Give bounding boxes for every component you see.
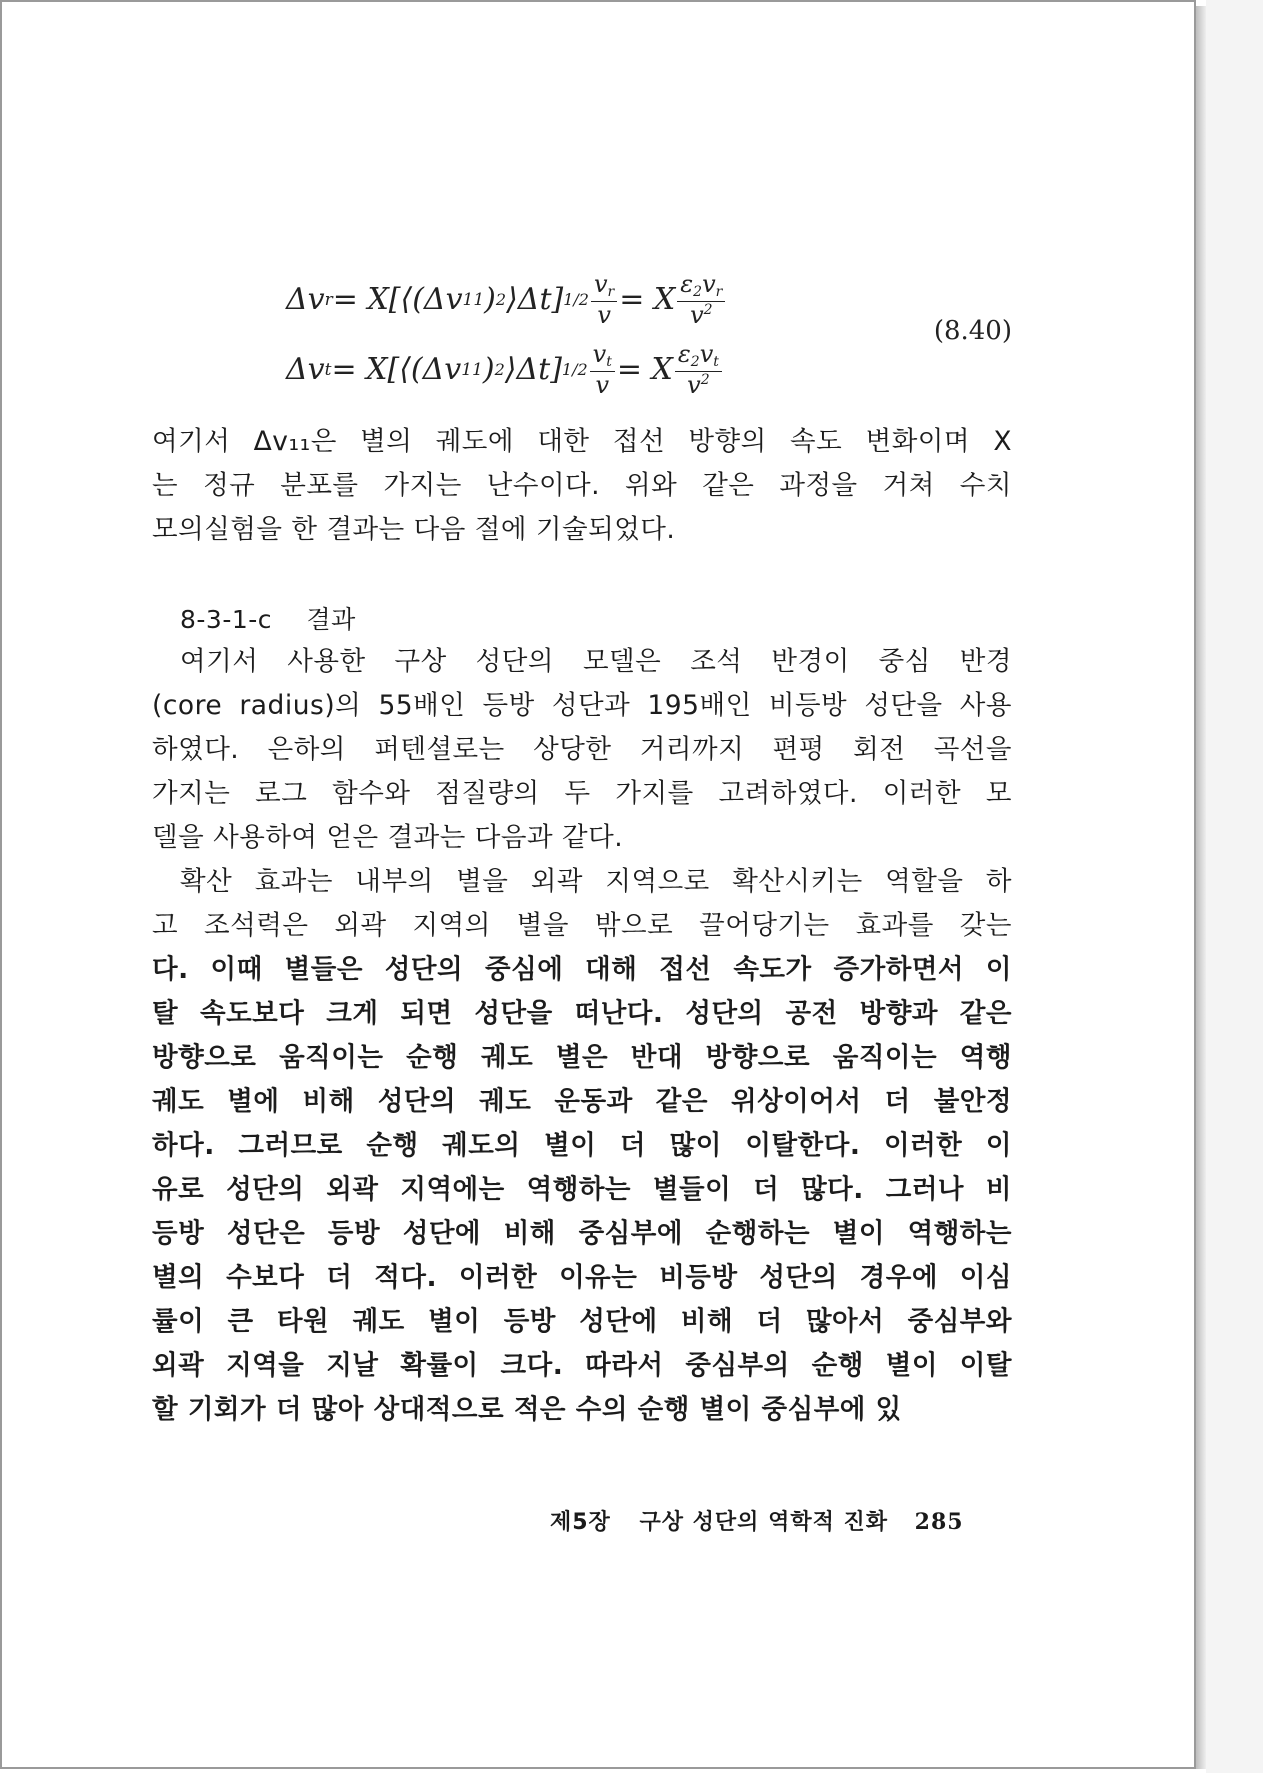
eq2-exp: 1/2 (561, 360, 588, 380)
eq2-frac1-num: v (592, 340, 607, 368)
eq2-frac2 (675, 342, 722, 398)
eq1-frac1-num: v (593, 270, 608, 298)
section-number: 8-3-1-c (180, 605, 273, 634)
page-number: 285 (914, 1509, 964, 1535)
text-line: 할 기회가 더 많아 상대적으로 적은 수의 순행 별이 중심부에 있 (152, 1394, 902, 1425)
eq1-mid: = X[⟨(Δv (332, 282, 463, 318)
eq1-frac2-num2: v (702, 270, 716, 298)
eq1-lhs-sub: r (324, 289, 333, 310)
paragraph-diffusion (152, 860, 1012, 1432)
eq1-mid3: ⟩Δt] (506, 282, 564, 318)
eq2-lhs-sub: t (324, 359, 332, 380)
paragraph-model (152, 640, 1012, 860)
eq1-eq2: = X (619, 282, 676, 318)
eq2-frac1-den: v (595, 370, 610, 399)
text-line: 률이 큰 타원 궤도 별이 등방 성단에 비해 더 많아서 중심부와 (152, 1306, 1012, 1337)
eq2-eq2: = X (616, 352, 673, 388)
eq1-frac2-den-sup: 2 (703, 301, 713, 318)
eq1-frac1-num-sub: r (607, 284, 615, 300)
paragraph-equation-explanation (152, 420, 1012, 552)
eq1-mid-sub: 11 (462, 289, 485, 310)
text-line: 여기서 Δv₁₁은 별의 궤도에 대한 접선 방향의 속도 변화이며 X (152, 426, 1012, 457)
text-line: 델을 사용하여 얻은 결과는 다음과 같다. (152, 822, 624, 853)
text-line: 고 조석력은 외곽 지역의 별을 밖으로 끌어당기는 효과를 갖는 (152, 910, 1012, 941)
eq1-frac2-den: v (690, 300, 704, 329)
eq2-frac1-num-sub: t (606, 354, 612, 370)
eq2-mid-sub: 11 (461, 359, 483, 380)
page-shadow (1196, 6, 1206, 1769)
eq1-mid-sup: 2 (495, 290, 507, 310)
eq2-mid2: ) (482, 352, 495, 388)
text-line: (core radius)의 55배인 등방 성단과 195배인 비등방 성단을 사용 (152, 690, 1012, 721)
eq2-mid: = X[⟨(Δv (331, 352, 462, 388)
text-line: 하였다. 은하의 퍼텐셜로는 상당한 거리까지 편평 회전 곡선을 (152, 734, 1012, 765)
text-line: 가지는 로그 함수와 점질량의 두 가지를 고려하였다. 이러한 모 (152, 778, 1012, 809)
eq1-mid2: ) (484, 282, 496, 318)
eq2-frac2-num2-sub: t (713, 354, 719, 370)
text-line: 유로 성단의 외곽 지역에는 역행하는 별들이 더 많다. 그러나 비 (152, 1174, 1012, 1205)
text-line: 확산 효과는 내부의 별을 외곽 지역으로 확산시키는 역할을 하 (180, 866, 1012, 897)
eq2-frac2-num: ε (677, 340, 691, 368)
eq1-exp: 1/2 (563, 290, 589, 310)
eq1-frac1 (591, 272, 617, 328)
text-line: 방향으로 움직이는 순행 궤도 별은 반대 방향으로 움직이는 역행 (152, 1042, 1012, 1073)
eq2-frac2-num2: v (699, 340, 714, 368)
text-line: 별의 수보다 더 적다. 이러한 이유는 비등방 성단의 경우에 이심 (152, 1262, 1012, 1293)
equation-line-1 (286, 272, 727, 328)
page-footer (550, 1505, 964, 1536)
text-line: 궤도 별에 비해 성단의 궤도 운동과 같은 위상이어서 더 불안정 (152, 1086, 1012, 1117)
text-line: 는 정규 분포를 가지는 난수이다. 위와 같은 과정을 거쳐 수치 (152, 470, 1012, 501)
equation-line-2 (286, 342, 724, 398)
text-line: 모의실험을 한 결과는 다음 절에 기술되었다. (152, 514, 676, 545)
eq1-frac2 (677, 272, 725, 328)
background-margin (1206, 0, 1263, 1773)
eq2-frac2-den-sup: 2 (700, 371, 710, 388)
eq2-frac1 (590, 342, 615, 398)
equation-block (152, 262, 1012, 412)
eq1-frac1-den: v (597, 300, 611, 329)
eq1-frac2-num-sub: 2 (693, 284, 703, 300)
eq1-frac2-num: ε (680, 270, 694, 298)
eq2-mid3: ⟩Δt] (504, 352, 562, 388)
text-line: 여기서 사용한 구상 성단의 모델은 조석 반경이 중심 반경 (180, 646, 1012, 677)
eq2-frac2-num-sub: 2 (690, 354, 700, 370)
eq1-frac2-num2-sub: r (715, 284, 723, 300)
text-line: 다. 이때 별들은 성단의 중심에 대해 접선 속도가 증가하면서 이 (152, 954, 1012, 985)
text-line: 하다. 그러므로 순행 궤도의 별이 더 많이 이탈한다. 이러한 이 (152, 1130, 1012, 1161)
text-line: 등방 성단은 등방 성단에 비해 중심부에 순행하는 별이 역행하는 (152, 1218, 1012, 1249)
eq2-mid-sup: 2 (494, 360, 505, 380)
eq2-lhs: Δv (286, 352, 325, 388)
section-title: 결과 (306, 605, 356, 634)
eq2-frac2-den: v (687, 370, 701, 399)
text-line: 외곽 지역을 지날 확률이 크다. 따라서 중심부의 순행 별이 이탈 (152, 1350, 1012, 1381)
footer-chapter: 제5장 (550, 1510, 611, 1535)
section-heading (180, 600, 356, 636)
footer-title: 구상 성단의 역학적 진화 (639, 1510, 888, 1535)
text-line: 탈 속도보다 크게 되면 성단을 떠난다. 성단의 공전 방향과 같은 (152, 998, 1012, 1029)
equation-number: (8.40) (933, 316, 1012, 346)
eq1-lhs: Δv (286, 282, 325, 318)
